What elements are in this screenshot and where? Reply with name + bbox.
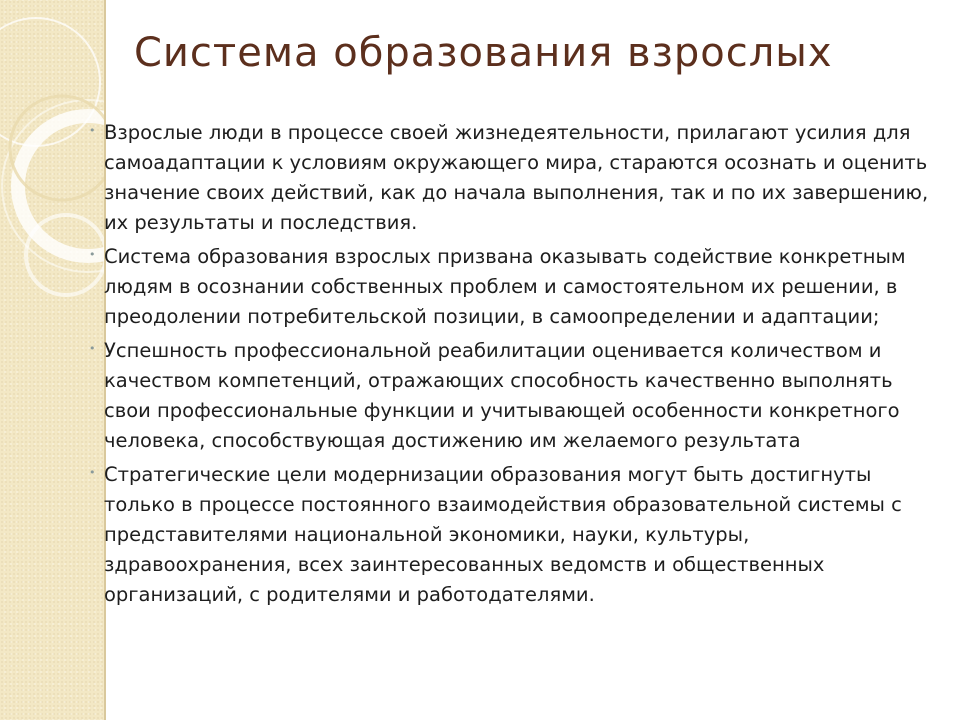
bullet-icon: • <box>89 124 96 137</box>
bullet-icon: • <box>89 248 96 261</box>
bullet-text: Успешность профессиональной реабилитации оценивается количеством и качеством компетенций, отражающих способность качественно выполнять свои профессиональные функции и учитывающей особенности конкретного человека, способствующая достижению им желаемого результата <box>104 339 900 452</box>
bullet-item <box>86 118 931 238</box>
bullet-list <box>86 118 931 614</box>
bullet-item <box>86 242 931 332</box>
bullet-icon: • <box>89 466 96 479</box>
bullet-text: Система образования взрослых призвана оказывать содействие конкретным людям в осознании собственных проблем и самостоятельном их решении, в преодолении потребительской позиции, в самоопределении и адаптации; <box>104 245 906 328</box>
slide-title: Система образования взрослых <box>134 30 833 76</box>
bullet-icon: • <box>89 342 96 355</box>
bullet-text: Взрослые люди в процессе своей жизнедеятельности, прилагают усилия для самоадаптации к условиям окружающего мира, стараются осознать и оценить значение своих действий, как до начала выполнения, так и по их завершению, их результаты и последствия. <box>104 121 929 234</box>
bullet-item <box>86 336 931 456</box>
bullet-item <box>86 460 931 610</box>
bullet-text: Стратегические цели модернизации образования могут быть достигнуты только в процессе постоянного взаимодействия образовательной системы с представителями национальной экономики, науки, культуры, здравоохранения, всех заинтересованных ведомств и общественных организаций, с родителями и работодателями. <box>104 463 902 606</box>
